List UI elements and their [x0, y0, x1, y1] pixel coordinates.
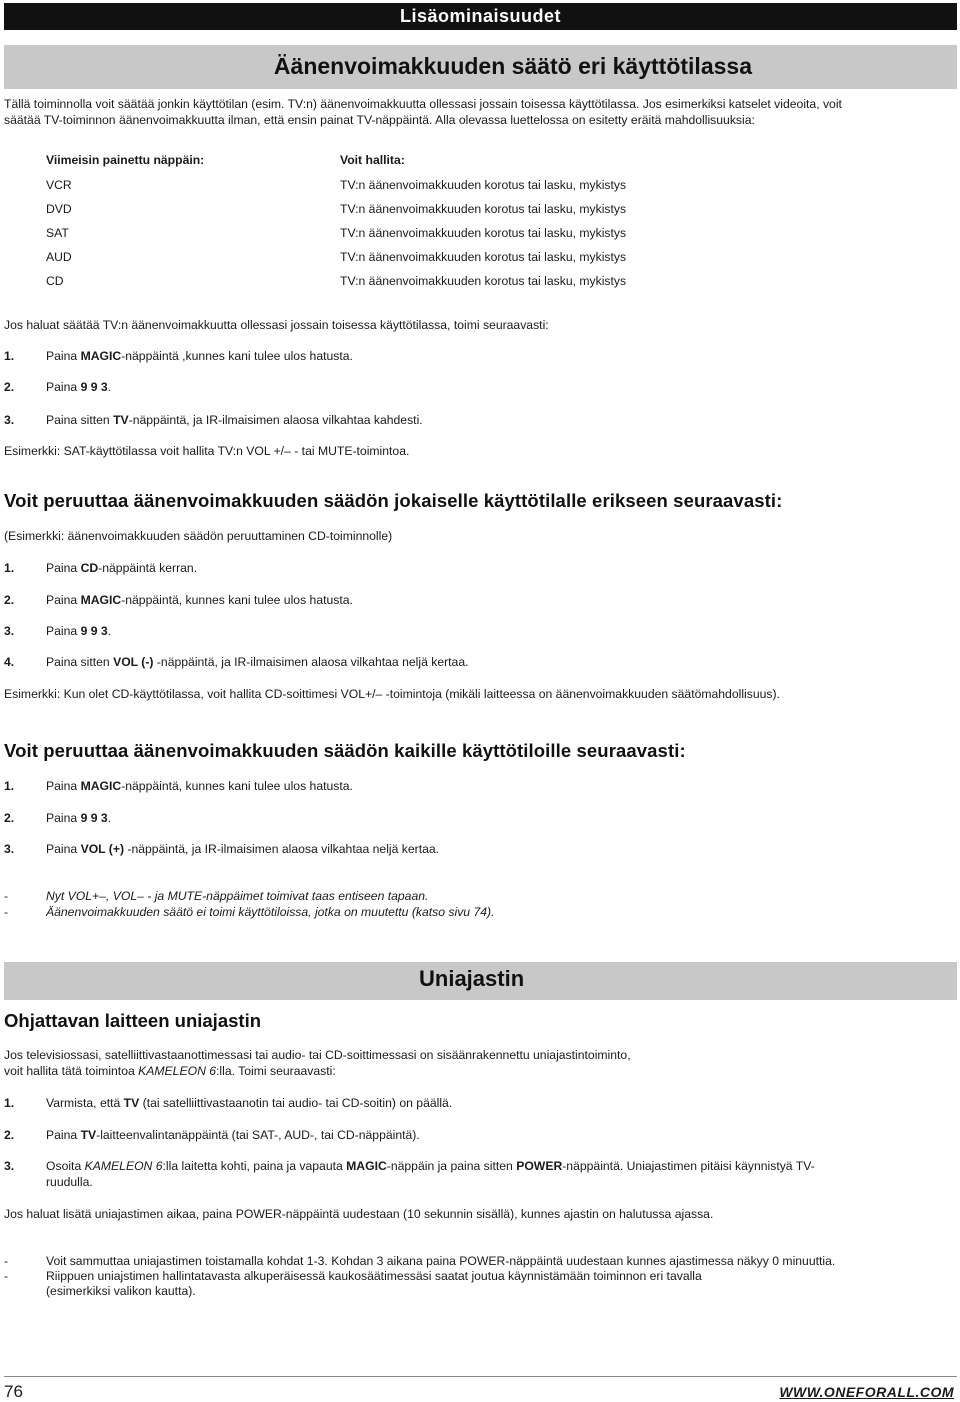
table-header-control: Voit hallita:: [340, 153, 405, 167]
intro-line-2: säätää TV-toiminnon äänenvoimakkuutta ilman, että ensin painat TV-näppäintä. Alla olevassa luettelossa on esitetty eräitä mahdollisuuksia:: [4, 113, 755, 127]
timer-note-2: - Riippuen uniajstimen hallintatavasta alkuperäisessä kaukosäätimessäsi saatat joutua käynnistämään toiminnon eri tavalla: [4, 1269, 702, 1283]
timer-more: Jos haluat lisätä uniajastimen aikaa, paina POWER-näppäintä uudestaan (10 sekunnin sisällä), kunnes ajastin on halutussa ajassa.: [4, 1207, 714, 1221]
table-cell-key: VCR: [46, 178, 72, 192]
timer-intro-1: Jos televisiossasi, satelliittivastaanottimessasi tai audio- tai CD-soittimessasi on sisäänrakennettu uniajastintoiminto,: [4, 1048, 631, 1062]
page-title: Äänenvoimakkuuden säätö eri käyttötilassa: [273, 53, 752, 79]
timer-step-1: 1. Varmista, että TV (tai satelliittivastaanotin tai audio- tai CD-soitin) on päällä.: [4, 1096, 453, 1110]
section1-step-3: 3. Paina sitten TV-näppäintä, ja IR-ilmaisimen alaosa vilkahtaa kahdesti.: [4, 413, 423, 427]
table-cell-key: AUD: [46, 250, 72, 264]
page-number: 76: [4, 1382, 23, 1401]
table-cell-control: TV:n äänenvoimakkuuden korotus tai lasku, mykistys: [340, 274, 627, 288]
section3-step-1: 1. Paina MAGIC-näppäintä, kunnes kani tulee ulos hatusta.: [4, 779, 353, 793]
section-header-bar: [4, 3, 957, 30]
section1-example: Esimerkki: SAT-käyttötilassa voit hallita TV:n VOL +/– - tai MUTE-toimintoa.: [4, 444, 410, 458]
section-title: Lisäominaisuudet: [399, 6, 562, 26]
table-cell-key: SAT: [46, 226, 69, 240]
timer-step-2: 2. Paina TV-laitteenvalintanäppäintä (tai SAT-, AUD-, tai CD-näppäintä).: [4, 1128, 420, 1142]
table-header-key: Viimeisin painettu näppäin:: [46, 153, 205, 167]
section2-note: (Esimerkki: äänenvoimakkuuden säädön peruuttaminen CD-toiminnolle): [4, 529, 393, 543]
timer-intro-2: voit hallita tätä toimintoa KAMELEON 6:lla. Toimi seuraavasti:: [4, 1064, 336, 1078]
timer-step-3: 3. Osoita KAMELEON 6:lla laitetta kohti, paina ja vapauta MAGIC-näppäin ja paina sitten POWER-näppäintä. Uniajastimen pitäisi käynnistyä TV-: [4, 1159, 815, 1173]
section1-step-2: 2. Paina 9 9 3.: [4, 380, 112, 394]
timer-step-3-cont: ruudulla.: [46, 1175, 93, 1189]
table-cell-control: TV:n äänenvoimakkuuden korotus tai lasku, mykistys: [340, 202, 627, 216]
section2-step-1: 1. Paina CD-näppäintä kerran.: [4, 561, 198, 575]
table-cell-control: TV:n äänenvoimakkuuden korotus tai lasku, mykistys: [340, 178, 627, 192]
section2-step-2: 2. Paina MAGIC-näppäintä, kunnes kani tulee ulos hatusta.: [4, 593, 353, 607]
section3-note-1: - Nyt VOL+–, VOL– - ja MUTE-näppäimet toimivat taas entiseen tapaan.: [4, 889, 429, 903]
section3-step-2: 2. Paina 9 9 3.: [4, 811, 112, 825]
website-link[interactable]: WWW.ONEFORALL.COM: [779, 1384, 954, 1400]
timer-note-1: - Voit sammuttaa uniajastimen toistamalla kohdat 1-3. Kohdan 3 aikana paina POWER-näppäintä uudestaan kunnes ajastimessa näkyy 0 minuuttia.: [4, 1254, 836, 1268]
table-cell-control: TV:n äänenvoimakkuuden korotus tai lasku, mykistys: [340, 226, 627, 240]
timer-title: Uniajastin: [419, 966, 525, 991]
table-cell-control: TV:n äänenvoimakkuuden korotus tai lasku, mykistys: [340, 250, 627, 264]
table-cell-key: CD: [46, 274, 64, 288]
table-cell-key: DVD: [46, 202, 72, 216]
timer-note-2-cont: (esimerkiksi valikon kautta).: [46, 1284, 196, 1298]
section2-example: Esimerkki: Kun olet CD-käyttötilassa, voit hallita CD-soittimesi VOL+/– -toimintoja (mikäli laitteessa on äänenvoimakkuuden säätömahdollisuus).: [4, 687, 780, 701]
intro-line-1: Tällä toiminnolla voit säätää jonkin käyttötilan (esim. TV:n) äänenvoimakkuutta ollessasi jossain toisessa käyttötilassa. Jos esimerkiksi katselet videoita, voit: [4, 97, 842, 111]
section2-step-3: 3. Paina 9 9 3.: [4, 624, 112, 638]
title-bar: [4, 45, 957, 89]
section3-heading: Voit peruuttaa äänenvoimakkuuden säädön kaikille käyttötiloille seuraavasti:: [4, 740, 686, 761]
section1-step-1: 1. Paina MAGIC-näppäintä ,kunnes kani tulee ulos hatusta.: [4, 349, 353, 363]
timer-subtitle: Ohjattavan laitteen uniajastin: [4, 1010, 262, 1031]
section2-step-4: 4. Paina sitten VOL (-) -näppäintä, ja IR-ilmaisimen alaosa vilkahtaa neljä kertaa.: [4, 655, 469, 669]
section3-note-2: - Äänenvoimakkuuden säätö ei toimi käyttötiloissa, jotka on muutettu (katso sivu 74).: [4, 905, 495, 919]
footer-divider: [4, 1376, 957, 1377]
section1-lead: Jos haluat säätää TV:n äänenvoimakkuutta ollessasi jossain toisessa käyttötilassa, toimi seuraavasti:: [4, 318, 549, 332]
section2-heading: Voit peruuttaa äänenvoimakkuuden säädön jokaiselle käyttötilalle erikseen seuraavasti:: [4, 490, 783, 511]
section3-step-3: 3. Paina VOL (+) -näppäintä, ja IR-ilmaisimen alaosa vilkahtaa neljä kertaa.: [4, 842, 440, 856]
